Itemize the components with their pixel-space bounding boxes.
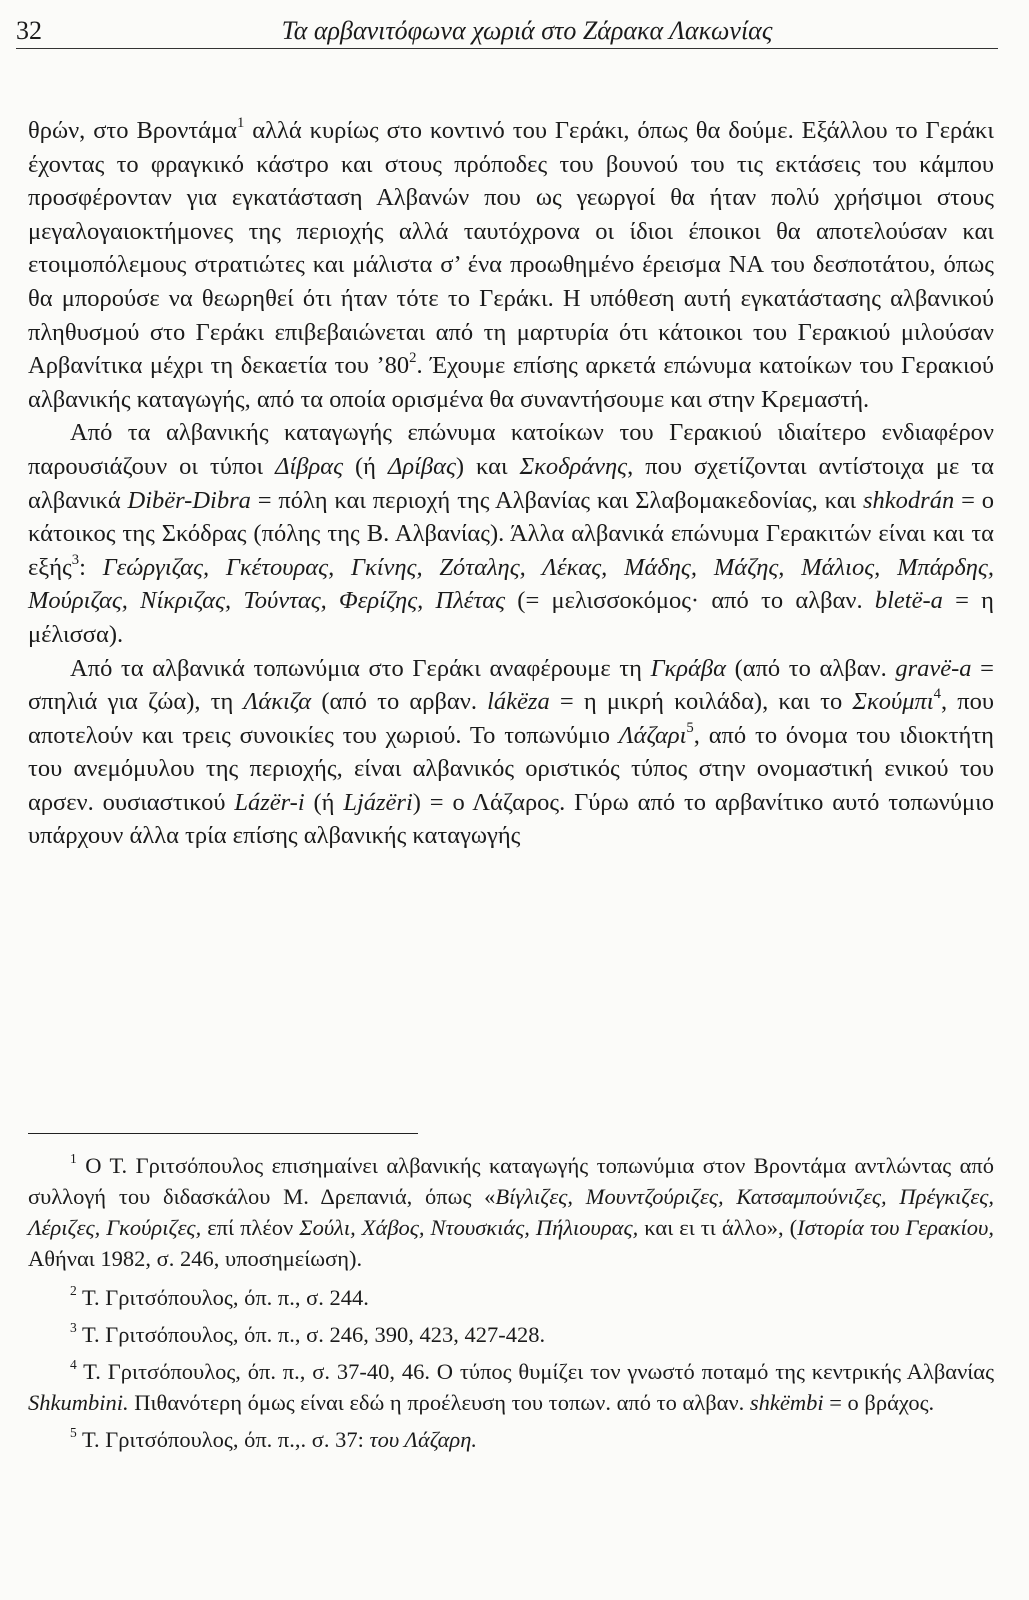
- text-run: = πόλη και περιοχή της Αλβανίας και Σλαβομακεδονίας, και: [250, 486, 863, 514]
- italic-term: Ιστορία του Γερακίου,: [797, 1215, 994, 1240]
- footnote-3: [28, 1319, 994, 1350]
- text-run: (από το αρβαν.: [311, 688, 488, 716]
- footnotes: [28, 1150, 994, 1461]
- footnote-ref-5: 5: [686, 719, 694, 736]
- italic-term: Lázër-i: [234, 788, 305, 816]
- italic-term: lákëza: [487, 688, 550, 716]
- footnote-4: [28, 1356, 994, 1418]
- italic-term: Βίγλιζες, Μουντζούριζες, Κατσαμπούνιζες, Πρέγκιζες, Λέριζες, Γκούριζες,: [28, 1184, 994, 1240]
- text-run: ) = ο Λάζαρος. Γύρω από το αρβανίτικο αυτό τοπωνύμιο υπάρχουν άλλα τρία επίσης αλβανικής καταγωγής: [28, 788, 994, 850]
- text-run: , που αποτελούν και τρεις συνοικίες του χωριού. Το τοπωνύμιο: [28, 688, 994, 749]
- italic-term: gravë-a: [895, 654, 972, 682]
- italic-term: bletë-a: [874, 587, 943, 615]
- text-run: αλλά κυρίως στο κοντινό του Γεράκι, όπως θα δούμε. Εξάλλου το Γεράκι έχοντας το φραγκικό κάστρο και στους πρόποδες του βουνού του τις εκτάσεις του κάμπου προσφέρονταν για εγκατάσταση Αλβανών που ως γεωργοί θα ήταν πολύ χρήσιμοι στους μεγαλογαιοκτήμονες της περιοχής αλλά ταυτόχρονα οι ίδιοι έποικοι θα αποτελούσαν και ετοιμοπόλεμους στρατιώτες και μάλιστα σ’ ένα προωθημένο έρεισμα ΝΑ του δεσποτάτου, όπως θα μπορούσε να θεωρηθεί ότι ήταν τότε το Γεράκι. Η υπόθεση αυτή εγκατάστασης αλβανικού πληθυσμού στο Γεράκι επιβεβαιώνεται από τη μαρτυρία ότι κάτοικοι του Γερακιού μιλούσαν Αρβανίτικα μέχρι τη δεκαετία του ’80: [28, 117, 994, 380]
- footnote-number: 1: [70, 1150, 77, 1166]
- text-run: , από το όνομα του ιδιοκτήτη του ανεμόμυλου της περιοχής, είναι αλβανικός οριστικός τύπος στην ονομαστική ενικού του αρσεν. ουσιαστικού: [28, 721, 994, 816]
- text-run: :: [79, 553, 103, 581]
- text-run: = σπηλιά για ζώα), τη: [28, 654, 994, 716]
- italic-term: shkodrán: [863, 486, 955, 514]
- text-run: = η μέλισσα).: [28, 587, 994, 648]
- text-run: = η μικρή κοιλάδα), και το: [549, 688, 853, 716]
- text-run: και ει τι άλλο», (: [638, 1215, 798, 1240]
- running-title: Τα αρβανιτόφωνα χωριά στο Ζάρακα Λακωνίας: [281, 16, 773, 45]
- text-run: θρών, στο Βροντάμα: [28, 117, 237, 144]
- text-run: Από τα αλβανικά τοπωνύμια στο Γεράκι αναφέρουμε τη: [70, 654, 651, 682]
- footnote-number: 3: [70, 1319, 77, 1335]
- italic-term: Λάζαρι: [618, 721, 687, 749]
- footnote-ref-1: 1: [237, 114, 245, 131]
- text-run: (= μελισσοκόμος· από το αλβαν.: [505, 587, 875, 615]
- italic-term: Shkumbini.: [28, 1390, 129, 1415]
- page-header: [16, 14, 998, 49]
- text-run: (από το αλβαν.: [725, 654, 896, 682]
- footnote-number: 2: [70, 1282, 77, 1298]
- text-run: , που σχετίζονται αντίστοιχα με τα αλβανικά: [28, 452, 994, 514]
- page-number: 32: [16, 16, 42, 45]
- text-run: Ο Τ. Γριτσόπουλος επισημαίνει αλβανικής καταγωγής τοπωνύμια στον Βροντάμα αντλώντας από συλλογή του διδασκάλου Μ. Δρεπανιά, όπως «: [28, 1153, 994, 1209]
- text-run: Αθήναι 1982, σ. 246, υποσημείωση).: [28, 1246, 363, 1271]
- italic-term: του Λάζαρη.: [369, 1427, 478, 1452]
- italic-term: Γκράβα: [650, 654, 726, 682]
- footnote-number: 4: [70, 1356, 77, 1372]
- text-run: = ο κάτοικος της Σκόδρας (πόλης της Β. Αλβανίας). Άλλα αλβανικά επώνυμα Γερακιτών είναι και τα εξής: [28, 486, 994, 581]
- body-text: [28, 114, 994, 853]
- italic-term: Σούλι, Χάβος, Ντουσκιάς, Πήλιουρας,: [299, 1215, 639, 1240]
- footnote-ref-4: 4: [933, 686, 941, 703]
- paragraph-2: [28, 416, 994, 651]
- text-run: Από τα αλβανικής καταγωγής επώνυμα κατοίκων του Γερακιού ιδιαίτερο ενδιαφέρον παρουσιάζουν οι τύποι: [28, 419, 994, 480]
- footnote-separator: [28, 1133, 418, 1134]
- italic-term: Σκούμπι: [852, 688, 934, 716]
- footnote-ref-2: 2: [409, 350, 417, 367]
- footnote-2: [28, 1282, 994, 1313]
- italic-term: shkëmbi: [749, 1390, 824, 1415]
- text-run: = ο βράχος.: [823, 1390, 935, 1415]
- text-run: . Έχουμε επίσης αρκετά επώνυμα κατοίκων του Γερακιού αλβανικής καταγωγής, από τα οποία ορισμένα θα συναντήσουμε και στην Κρεμαστή.: [28, 352, 995, 413]
- italic-term: Δρίβας: [387, 452, 456, 480]
- italic-term: Σκοδράνης: [519, 452, 628, 480]
- text-run: Τ. Γριτσόπουλος, όπ. π.,. σ. 37:: [76, 1427, 370, 1452]
- italic-term: Dibër-Dibra: [127, 486, 251, 514]
- text-run: Τ. Γριτσόπουλος, όπ. π., σ. 244.: [76, 1285, 369, 1310]
- italic-term: Ljázëri: [343, 788, 413, 816]
- text-run: ) και: [455, 452, 520, 480]
- paragraph-1: [28, 114, 994, 416]
- text-run: (ή: [304, 788, 344, 816]
- footnote-1: [28, 1150, 994, 1274]
- text-run: (ή: [343, 452, 388, 480]
- italic-term: Δίβρας: [275, 452, 344, 480]
- paragraph-3: [28, 652, 994, 854]
- footnote-ref-3: 3: [71, 551, 80, 568]
- text-run: Πιθανότερη όμως είναι εδώ η προέλευση του τοπων. από το αλβαν.: [128, 1390, 750, 1415]
- italic-term: Γεώργιζας, Γκέτουρας, Γκίνης, Ζόταλης, Λέκας, Μάδης, Μάζης, Μάλιος, Μπάρδης, Μούριζας, Νίκριζας, Τούντας, Φερίζης, Πλέτας: [28, 553, 994, 615]
- text-run: επί πλέον: [201, 1215, 300, 1240]
- italic-term: Λάκιζα: [243, 688, 312, 716]
- text-run: Τ. Γριτσόπουλος, όπ. π., σ. 37-40, 46. Ο τύπος θυμίζει τον γνωστό ποταμό της κεντρικής Αλβανίας: [76, 1359, 994, 1384]
- text-run: Τ. Γριτσόπουλος, όπ. π., σ. 246, 390, 423, 427-428.: [76, 1322, 546, 1347]
- footnote-5: [28, 1424, 994, 1455]
- footnote-number: 5: [70, 1424, 77, 1440]
